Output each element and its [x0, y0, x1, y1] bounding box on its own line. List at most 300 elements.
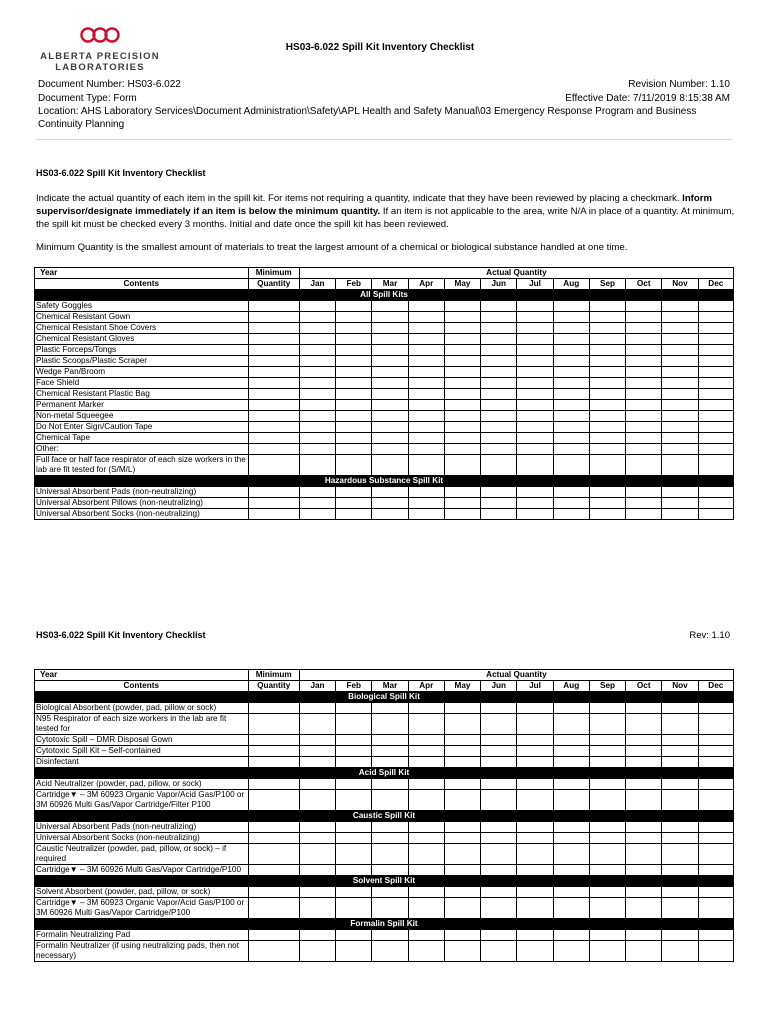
- quantity-cell-mar[interactable]: [372, 941, 408, 962]
- quantity-cell-oct[interactable]: [626, 509, 662, 520]
- quantity-cell-sep[interactable]: [589, 433, 625, 444]
- quantity-cell-jul[interactable]: [517, 703, 553, 714]
- quantity-cell-jan[interactable]: [299, 779, 335, 790]
- quantity-cell-mar[interactable]: [372, 345, 408, 356]
- quantity-cell-jun[interactable]: [481, 779, 517, 790]
- quantity-cell-oct[interactable]: [626, 400, 662, 411]
- quantity-cell-apr[interactable]: [408, 498, 444, 509]
- quantity-cell-jun[interactable]: [481, 735, 517, 746]
- quantity-cell-jun[interactable]: [481, 746, 517, 757]
- quantity-cell-mar[interactable]: [372, 757, 408, 768]
- minimum-quantity-cell[interactable]: [248, 378, 299, 389]
- quantity-cell-nov[interactable]: [662, 312, 698, 323]
- quantity-cell-may[interactable]: [444, 509, 480, 520]
- quantity-cell-dec[interactable]: [698, 844, 733, 865]
- quantity-cell-aug[interactable]: [553, 746, 589, 757]
- quantity-cell-oct[interactable]: [626, 703, 662, 714]
- quantity-cell-may[interactable]: [444, 389, 480, 400]
- quantity-cell-aug[interactable]: [553, 790, 589, 811]
- quantity-cell-nov[interactable]: [662, 887, 698, 898]
- quantity-cell-dec[interactable]: [698, 345, 733, 356]
- quantity-cell-dec[interactable]: [698, 941, 733, 962]
- quantity-cell-apr[interactable]: [408, 898, 444, 919]
- quantity-cell-dec[interactable]: [698, 887, 733, 898]
- quantity-cell-may[interactable]: [444, 790, 480, 811]
- quantity-cell-jan[interactable]: [299, 844, 335, 865]
- quantity-cell-jul[interactable]: [517, 498, 553, 509]
- quantity-cell-oct[interactable]: [626, 411, 662, 422]
- quantity-cell-jan[interactable]: [299, 400, 335, 411]
- quantity-cell-nov[interactable]: [662, 323, 698, 334]
- quantity-cell-jul[interactable]: [517, 757, 553, 768]
- quantity-cell-oct[interactable]: [626, 312, 662, 323]
- minimum-quantity-cell[interactable]: [248, 844, 299, 865]
- quantity-cell-jul[interactable]: [517, 400, 553, 411]
- quantity-cell-mar[interactable]: [372, 367, 408, 378]
- quantity-cell-jun[interactable]: [481, 444, 517, 455]
- quantity-cell-jun[interactable]: [481, 433, 517, 444]
- quantity-cell-feb[interactable]: [336, 312, 372, 323]
- minimum-quantity-cell[interactable]: [248, 334, 299, 345]
- quantity-cell-jul[interactable]: [517, 844, 553, 865]
- quantity-cell-dec[interactable]: [698, 400, 733, 411]
- quantity-cell-dec[interactable]: [698, 455, 733, 476]
- quantity-cell-jul[interactable]: [517, 509, 553, 520]
- quantity-cell-aug[interactable]: [553, 378, 589, 389]
- minimum-quantity-cell[interactable]: [248, 865, 299, 876]
- quantity-cell-apr[interactable]: [408, 509, 444, 520]
- quantity-cell-jan[interactable]: [299, 757, 335, 768]
- quantity-cell-oct[interactable]: [626, 455, 662, 476]
- minimum-quantity-cell[interactable]: [248, 389, 299, 400]
- quantity-cell-mar[interactable]: [372, 487, 408, 498]
- quantity-cell-nov[interactable]: [662, 833, 698, 844]
- quantity-cell-jan[interactable]: [299, 301, 335, 312]
- minimum-quantity-cell[interactable]: [248, 301, 299, 312]
- quantity-cell-apr[interactable]: [408, 345, 444, 356]
- quantity-cell-jan[interactable]: [299, 356, 335, 367]
- quantity-cell-dec[interactable]: [698, 444, 733, 455]
- quantity-cell-apr[interactable]: [408, 833, 444, 844]
- quantity-cell-nov[interactable]: [662, 389, 698, 400]
- quantity-cell-dec[interactable]: [698, 757, 733, 768]
- quantity-cell-aug[interactable]: [553, 735, 589, 746]
- quantity-cell-aug[interactable]: [553, 334, 589, 345]
- quantity-cell-feb[interactable]: [336, 378, 372, 389]
- quantity-cell-sep[interactable]: [589, 703, 625, 714]
- quantity-cell-sep[interactable]: [589, 898, 625, 919]
- quantity-cell-may[interactable]: [444, 367, 480, 378]
- quantity-cell-jun[interactable]: [481, 757, 517, 768]
- quantity-cell-may[interactable]: [444, 930, 480, 941]
- quantity-cell-jan[interactable]: [299, 822, 335, 833]
- quantity-cell-sep[interactable]: [589, 411, 625, 422]
- minimum-quantity-cell[interactable]: [248, 498, 299, 509]
- quantity-cell-nov[interactable]: [662, 334, 698, 345]
- quantity-cell-jan[interactable]: [299, 433, 335, 444]
- quantity-cell-aug[interactable]: [553, 487, 589, 498]
- quantity-cell-aug[interactable]: [553, 898, 589, 919]
- quantity-cell-jul[interactable]: [517, 301, 553, 312]
- quantity-cell-oct[interactable]: [626, 865, 662, 876]
- quantity-cell-feb[interactable]: [336, 757, 372, 768]
- minimum-quantity-cell[interactable]: [248, 822, 299, 833]
- quantity-cell-aug[interactable]: [553, 757, 589, 768]
- quantity-cell-sep[interactable]: [589, 356, 625, 367]
- quantity-cell-jun[interactable]: [481, 703, 517, 714]
- quantity-cell-mar[interactable]: [372, 301, 408, 312]
- quantity-cell-nov[interactable]: [662, 941, 698, 962]
- quantity-cell-sep[interactable]: [589, 345, 625, 356]
- quantity-cell-jul[interactable]: [517, 790, 553, 811]
- quantity-cell-sep[interactable]: [589, 498, 625, 509]
- quantity-cell-aug[interactable]: [553, 367, 589, 378]
- quantity-cell-apr[interactable]: [408, 757, 444, 768]
- quantity-cell-apr[interactable]: [408, 714, 444, 735]
- quantity-cell-sep[interactable]: [589, 367, 625, 378]
- quantity-cell-aug[interactable]: [553, 941, 589, 962]
- quantity-cell-feb[interactable]: [336, 356, 372, 367]
- quantity-cell-aug[interactable]: [553, 400, 589, 411]
- quantity-cell-jan[interactable]: [299, 389, 335, 400]
- quantity-cell-jun[interactable]: [481, 714, 517, 735]
- quantity-cell-jul[interactable]: [517, 378, 553, 389]
- quantity-cell-feb[interactable]: [336, 433, 372, 444]
- quantity-cell-apr[interactable]: [408, 433, 444, 444]
- quantity-cell-oct[interactable]: [626, 498, 662, 509]
- quantity-cell-apr[interactable]: [408, 389, 444, 400]
- quantity-cell-aug[interactable]: [553, 703, 589, 714]
- quantity-cell-aug[interactable]: [553, 930, 589, 941]
- quantity-cell-oct[interactable]: [626, 833, 662, 844]
- quantity-cell-aug[interactable]: [553, 422, 589, 433]
- quantity-cell-aug[interactable]: [553, 865, 589, 876]
- quantity-cell-apr[interactable]: [408, 312, 444, 323]
- quantity-cell-jul[interactable]: [517, 714, 553, 735]
- quantity-cell-jul[interactable]: [517, 887, 553, 898]
- quantity-cell-feb[interactable]: [336, 444, 372, 455]
- quantity-cell-jan[interactable]: [299, 312, 335, 323]
- quantity-cell-jul[interactable]: [517, 930, 553, 941]
- quantity-cell-aug[interactable]: [553, 411, 589, 422]
- minimum-quantity-cell[interactable]: [248, 790, 299, 811]
- quantity-cell-jun[interactable]: [481, 844, 517, 865]
- quantity-cell-sep[interactable]: [589, 779, 625, 790]
- quantity-cell-nov[interactable]: [662, 898, 698, 919]
- quantity-cell-oct[interactable]: [626, 746, 662, 757]
- quantity-cell-jul[interactable]: [517, 444, 553, 455]
- quantity-cell-mar[interactable]: [372, 822, 408, 833]
- minimum-quantity-cell[interactable]: [248, 444, 299, 455]
- quantity-cell-jun[interactable]: [481, 833, 517, 844]
- quantity-cell-jan[interactable]: [299, 790, 335, 811]
- quantity-cell-may[interactable]: [444, 301, 480, 312]
- quantity-cell-mar[interactable]: [372, 735, 408, 746]
- quantity-cell-may[interactable]: [444, 422, 480, 433]
- quantity-cell-jan[interactable]: [299, 941, 335, 962]
- quantity-cell-jul[interactable]: [517, 433, 553, 444]
- quantity-cell-may[interactable]: [444, 735, 480, 746]
- quantity-cell-jun[interactable]: [481, 455, 517, 476]
- quantity-cell-jan[interactable]: [299, 703, 335, 714]
- quantity-cell-may[interactable]: [444, 356, 480, 367]
- quantity-cell-jan[interactable]: [299, 411, 335, 422]
- quantity-cell-oct[interactable]: [626, 898, 662, 919]
- quantity-cell-aug[interactable]: [553, 312, 589, 323]
- quantity-cell-oct[interactable]: [626, 378, 662, 389]
- quantity-cell-may[interactable]: [444, 444, 480, 455]
- quantity-cell-feb[interactable]: [336, 411, 372, 422]
- quantity-cell-may[interactable]: [444, 865, 480, 876]
- quantity-cell-oct[interactable]: [626, 735, 662, 746]
- quantity-cell-jun[interactable]: [481, 498, 517, 509]
- quantity-cell-nov[interactable]: [662, 356, 698, 367]
- quantity-cell-jan[interactable]: [299, 422, 335, 433]
- quantity-cell-oct[interactable]: [626, 790, 662, 811]
- quantity-cell-jul[interactable]: [517, 898, 553, 919]
- quantity-cell-apr[interactable]: [408, 378, 444, 389]
- quantity-cell-jan[interactable]: [299, 865, 335, 876]
- quantity-cell-nov[interactable]: [662, 779, 698, 790]
- quantity-cell-nov[interactable]: [662, 378, 698, 389]
- quantity-cell-nov[interactable]: [662, 498, 698, 509]
- quantity-cell-feb[interactable]: [336, 887, 372, 898]
- quantity-cell-oct[interactable]: [626, 757, 662, 768]
- quantity-cell-may[interactable]: [444, 323, 480, 334]
- quantity-cell-may[interactable]: [444, 746, 480, 757]
- quantity-cell-mar[interactable]: [372, 887, 408, 898]
- quantity-cell-feb[interactable]: [336, 422, 372, 433]
- quantity-cell-mar[interactable]: [372, 411, 408, 422]
- quantity-cell-sep[interactable]: [589, 887, 625, 898]
- quantity-cell-sep[interactable]: [589, 833, 625, 844]
- quantity-cell-mar[interactable]: [372, 865, 408, 876]
- quantity-cell-jul[interactable]: [517, 345, 553, 356]
- quantity-cell-oct[interactable]: [626, 887, 662, 898]
- quantity-cell-jul[interactable]: [517, 822, 553, 833]
- quantity-cell-jul[interactable]: [517, 833, 553, 844]
- quantity-cell-feb[interactable]: [336, 844, 372, 865]
- quantity-cell-may[interactable]: [444, 898, 480, 919]
- quantity-cell-jan[interactable]: [299, 735, 335, 746]
- quantity-cell-feb[interactable]: [336, 455, 372, 476]
- minimum-quantity-cell[interactable]: [248, 312, 299, 323]
- quantity-cell-jul[interactable]: [517, 865, 553, 876]
- quantity-cell-nov[interactable]: [662, 367, 698, 378]
- quantity-cell-may[interactable]: [444, 487, 480, 498]
- quantity-cell-dec[interactable]: [698, 790, 733, 811]
- quantity-cell-dec[interactable]: [698, 746, 733, 757]
- quantity-cell-sep[interactable]: [589, 822, 625, 833]
- quantity-cell-mar[interactable]: [372, 433, 408, 444]
- quantity-cell-oct[interactable]: [626, 433, 662, 444]
- quantity-cell-sep[interactable]: [589, 301, 625, 312]
- quantity-cell-sep[interactable]: [589, 735, 625, 746]
- minimum-quantity-cell[interactable]: [248, 833, 299, 844]
- quantity-cell-jul[interactable]: [517, 941, 553, 962]
- quantity-cell-feb[interactable]: [336, 400, 372, 411]
- quantity-cell-feb[interactable]: [336, 746, 372, 757]
- quantity-cell-mar[interactable]: [372, 422, 408, 433]
- quantity-cell-jun[interactable]: [481, 822, 517, 833]
- quantity-cell-may[interactable]: [444, 941, 480, 962]
- quantity-cell-sep[interactable]: [589, 930, 625, 941]
- quantity-cell-nov[interactable]: [662, 455, 698, 476]
- quantity-cell-may[interactable]: [444, 498, 480, 509]
- quantity-cell-apr[interactable]: [408, 822, 444, 833]
- minimum-quantity-cell[interactable]: [248, 345, 299, 356]
- quantity-cell-may[interactable]: [444, 822, 480, 833]
- minimum-quantity-cell[interactable]: [248, 941, 299, 962]
- quantity-cell-mar[interactable]: [372, 356, 408, 367]
- quantity-cell-may[interactable]: [444, 433, 480, 444]
- quantity-cell-feb[interactable]: [336, 703, 372, 714]
- quantity-cell-nov[interactable]: [662, 865, 698, 876]
- quantity-cell-mar[interactable]: [372, 714, 408, 735]
- quantity-cell-jan[interactable]: [299, 898, 335, 919]
- quantity-cell-may[interactable]: [444, 455, 480, 476]
- quantity-cell-oct[interactable]: [626, 356, 662, 367]
- quantity-cell-apr[interactable]: [408, 865, 444, 876]
- quantity-cell-jun[interactable]: [481, 487, 517, 498]
- quantity-cell-feb[interactable]: [336, 898, 372, 919]
- quantity-cell-sep[interactable]: [589, 746, 625, 757]
- quantity-cell-dec[interactable]: [698, 389, 733, 400]
- quantity-cell-apr[interactable]: [408, 844, 444, 865]
- quantity-cell-feb[interactable]: [336, 323, 372, 334]
- minimum-quantity-cell[interactable]: [248, 714, 299, 735]
- quantity-cell-jan[interactable]: [299, 746, 335, 757]
- quantity-cell-sep[interactable]: [589, 400, 625, 411]
- quantity-cell-aug[interactable]: [553, 323, 589, 334]
- quantity-cell-aug[interactable]: [553, 822, 589, 833]
- quantity-cell-may[interactable]: [444, 400, 480, 411]
- quantity-cell-dec[interactable]: [698, 367, 733, 378]
- quantity-cell-apr[interactable]: [408, 703, 444, 714]
- quantity-cell-dec[interactable]: [698, 433, 733, 444]
- quantity-cell-mar[interactable]: [372, 746, 408, 757]
- quantity-cell-jun[interactable]: [481, 378, 517, 389]
- minimum-quantity-cell[interactable]: [248, 898, 299, 919]
- minimum-quantity-cell[interactable]: [248, 779, 299, 790]
- quantity-cell-oct[interactable]: [626, 779, 662, 790]
- quantity-cell-jul[interactable]: [517, 455, 553, 476]
- minimum-quantity-cell[interactable]: [248, 703, 299, 714]
- minimum-quantity-cell[interactable]: [248, 367, 299, 378]
- quantity-cell-sep[interactable]: [589, 323, 625, 334]
- quantity-cell-feb[interactable]: [336, 822, 372, 833]
- quantity-cell-mar[interactable]: [372, 312, 408, 323]
- quantity-cell-oct[interactable]: [626, 822, 662, 833]
- quantity-cell-dec[interactable]: [698, 865, 733, 876]
- quantity-cell-oct[interactable]: [626, 930, 662, 941]
- quantity-cell-sep[interactable]: [589, 455, 625, 476]
- quantity-cell-apr[interactable]: [408, 411, 444, 422]
- quantity-cell-jun[interactable]: [481, 411, 517, 422]
- quantity-cell-feb[interactable]: [336, 714, 372, 735]
- quantity-cell-jun[interactable]: [481, 334, 517, 345]
- quantity-cell-feb[interactable]: [336, 930, 372, 941]
- quantity-cell-jan[interactable]: [299, 887, 335, 898]
- quantity-cell-jul[interactable]: [517, 487, 553, 498]
- quantity-cell-sep[interactable]: [589, 487, 625, 498]
- quantity-cell-feb[interactable]: [336, 735, 372, 746]
- quantity-cell-apr[interactable]: [408, 422, 444, 433]
- quantity-cell-apr[interactable]: [408, 735, 444, 746]
- quantity-cell-jan[interactable]: [299, 930, 335, 941]
- quantity-cell-aug[interactable]: [553, 389, 589, 400]
- quantity-cell-may[interactable]: [444, 312, 480, 323]
- quantity-cell-nov[interactable]: [662, 735, 698, 746]
- quantity-cell-oct[interactable]: [626, 323, 662, 334]
- quantity-cell-jul[interactable]: [517, 356, 553, 367]
- quantity-cell-may[interactable]: [444, 714, 480, 735]
- quantity-cell-jul[interactable]: [517, 334, 553, 345]
- quantity-cell-mar[interactable]: [372, 400, 408, 411]
- quantity-cell-nov[interactable]: [662, 509, 698, 520]
- quantity-cell-mar[interactable]: [372, 444, 408, 455]
- quantity-cell-jun[interactable]: [481, 898, 517, 919]
- minimum-quantity-cell[interactable]: [248, 356, 299, 367]
- quantity-cell-dec[interactable]: [698, 822, 733, 833]
- quantity-cell-dec[interactable]: [698, 312, 733, 323]
- quantity-cell-may[interactable]: [444, 378, 480, 389]
- minimum-quantity-cell[interactable]: [248, 455, 299, 476]
- quantity-cell-dec[interactable]: [698, 411, 733, 422]
- quantity-cell-may[interactable]: [444, 703, 480, 714]
- quantity-cell-apr[interactable]: [408, 455, 444, 476]
- quantity-cell-aug[interactable]: [553, 444, 589, 455]
- quantity-cell-mar[interactable]: [372, 498, 408, 509]
- quantity-cell-sep[interactable]: [589, 941, 625, 962]
- quantity-cell-jul[interactable]: [517, 312, 553, 323]
- minimum-quantity-cell[interactable]: [248, 735, 299, 746]
- quantity-cell-nov[interactable]: [662, 433, 698, 444]
- quantity-cell-mar[interactable]: [372, 323, 408, 334]
- quantity-cell-jul[interactable]: [517, 422, 553, 433]
- quantity-cell-sep[interactable]: [589, 334, 625, 345]
- quantity-cell-jan[interactable]: [299, 444, 335, 455]
- quantity-cell-dec[interactable]: [698, 703, 733, 714]
- minimum-quantity-cell[interactable]: [248, 757, 299, 768]
- quantity-cell-sep[interactable]: [589, 844, 625, 865]
- quantity-cell-dec[interactable]: [698, 487, 733, 498]
- minimum-quantity-cell[interactable]: [248, 887, 299, 898]
- quantity-cell-sep[interactable]: [589, 790, 625, 811]
- quantity-cell-dec[interactable]: [698, 898, 733, 919]
- quantity-cell-jul[interactable]: [517, 735, 553, 746]
- minimum-quantity-cell[interactable]: [248, 323, 299, 334]
- quantity-cell-sep[interactable]: [589, 389, 625, 400]
- quantity-cell-mar[interactable]: [372, 455, 408, 476]
- minimum-quantity-cell[interactable]: [248, 433, 299, 444]
- quantity-cell-mar[interactable]: [372, 378, 408, 389]
- quantity-cell-jun[interactable]: [481, 930, 517, 941]
- quantity-cell-may[interactable]: [444, 833, 480, 844]
- quantity-cell-jun[interactable]: [481, 887, 517, 898]
- quantity-cell-apr[interactable]: [408, 323, 444, 334]
- quantity-cell-feb[interactable]: [336, 345, 372, 356]
- quantity-cell-feb[interactable]: [336, 487, 372, 498]
- quantity-cell-jun[interactable]: [481, 941, 517, 962]
- quantity-cell-oct[interactable]: [626, 389, 662, 400]
- quantity-cell-jun[interactable]: [481, 345, 517, 356]
- quantity-cell-jun[interactable]: [481, 301, 517, 312]
- quantity-cell-jan[interactable]: [299, 367, 335, 378]
- quantity-cell-feb[interactable]: [336, 790, 372, 811]
- quantity-cell-jun[interactable]: [481, 865, 517, 876]
- quantity-cell-jul[interactable]: [517, 323, 553, 334]
